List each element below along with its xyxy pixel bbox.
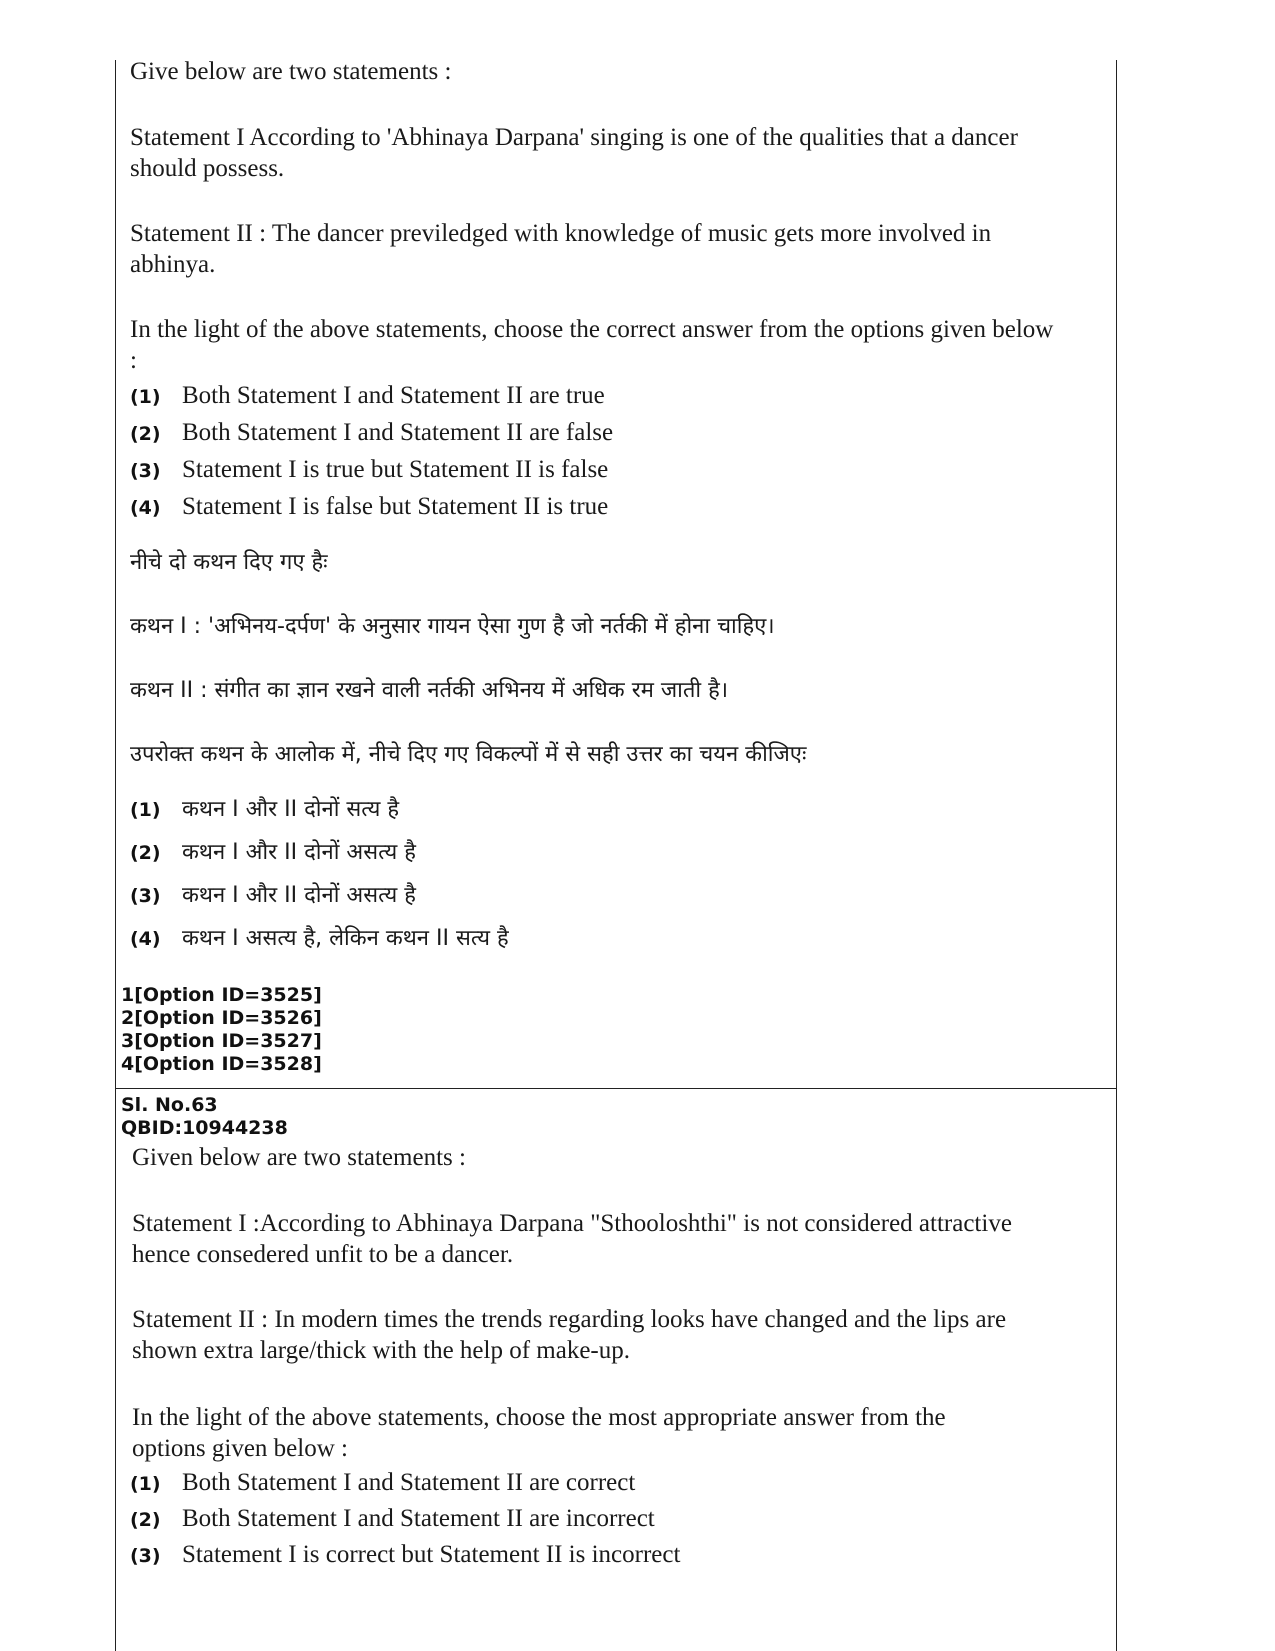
q62-option-hi-2 bbox=[130, 836, 416, 866]
q62-option-hi-2-text: कथन I और II दोनों असत्य है bbox=[182, 840, 416, 865]
q63-option-en-1-text: Both Statement I and Statement II are correct bbox=[182, 1469, 636, 1496]
q63-sl-no: Sl. No.63 bbox=[121, 1094, 218, 1116]
q63-option-en-2-text: Both Statement I and Statement II are incorrect bbox=[182, 1505, 655, 1532]
q63-option-en-3-num: (3) bbox=[130, 1545, 161, 1567]
q62-option-en-4-num: (4) bbox=[130, 497, 161, 519]
q63-statement1-en: Statement I :According to Abhinaya Darpana "Sthooloshthi" is not considered attractive hence consedered unfit to be a dancer. bbox=[132, 1210, 1012, 1268]
q62-option-en-1-text: Both Statement I and Statement II are true bbox=[182, 382, 605, 409]
q62-option-en-4-text: Statement I is false but Statement II is true bbox=[182, 493, 609, 520]
q62-option-hi-1-text: कथन I और II दोनों सत्य है bbox=[182, 797, 400, 822]
q62-option-hi-4-text: कथन I असत्य है, लेकिन कथन II सत्य है bbox=[182, 926, 509, 951]
q63-option-en-1 bbox=[130, 1469, 635, 1497]
q62-statement2-hi: कथन II : संगीत का ज्ञान रखने वाली नर्तकी अभिनय में अधिक रम जाती है। bbox=[130, 678, 729, 703]
q62-option-en-2-num: (2) bbox=[130, 423, 161, 445]
q62-intro-en: Give below are two statements : bbox=[130, 58, 452, 85]
q62-option-en-3-text: Statement I is true but Statement II is false bbox=[182, 456, 609, 483]
q62-option-en-2 bbox=[130, 419, 613, 447]
q62-instruction-en: In the light of the above statements, choose the correct answer from the options given below : bbox=[130, 316, 1054, 374]
q62-option-hi-1-num: (1) bbox=[130, 799, 161, 821]
q62-option-hi-1 bbox=[130, 793, 399, 823]
q62-option-en-2-text: Both Statement I and Statement II are false bbox=[182, 419, 614, 446]
q62-option-hi-2-num: (2) bbox=[130, 842, 161, 864]
q63-option-en-3 bbox=[130, 1541, 680, 1569]
q62-option-id-1: 1[Option ID=3525] bbox=[121, 984, 322, 1006]
q63-option-en-2 bbox=[130, 1505, 655, 1533]
q62-option-id-4: 4[Option ID=3528] bbox=[121, 1053, 322, 1075]
q62-instruction-hi: उपरोक्त कथन के आलोक में, नीचे दिए गए विकल्पों में से सही उत्तर का चयन कीजिएः bbox=[130, 742, 807, 767]
q62-option-hi-3-num: (3) bbox=[130, 885, 161, 907]
q62-option-en-4 bbox=[130, 493, 608, 521]
q62-statement2-en: Statement II : The dancer previledged with knowledge of music gets more involved in abhinya. bbox=[130, 220, 992, 278]
q62-option-en-3-num: (3) bbox=[130, 460, 161, 482]
q62-option-id-3: 3[Option ID=3527] bbox=[121, 1030, 322, 1052]
q63-intro-en: Given below are two statements : bbox=[132, 1144, 466, 1171]
q63-option-en-1-num: (1) bbox=[130, 1473, 161, 1495]
q63-statement2-en: Statement II : In modern times the trends regarding looks have changed and the lips are shown extra large/thick with the help of make-up. bbox=[132, 1306, 1007, 1364]
q63-qbid: QBID:10944238 bbox=[121, 1117, 288, 1139]
q62-statement1-hi: कथन I : 'अभिनय-दर्पण' के अनुसार गायन ऐसा गुण है जो नर्तकी में होना चाहिए। bbox=[130, 614, 775, 639]
q62-option-hi-3-text: कथन I और II दोनों असत्य है bbox=[182, 883, 416, 908]
q62-option-hi-4-num: (4) bbox=[130, 928, 161, 950]
q63-instruction-en: In the light of the above statements, choose the most appropriate answer from the options given below : bbox=[132, 1404, 946, 1462]
question-divider bbox=[115, 1088, 1117, 1089]
q62-intro-hi: नीचे दो कथन दिए गए हैः bbox=[130, 550, 328, 575]
q62-option-hi-3 bbox=[130, 879, 416, 909]
q62-option-en-1 bbox=[130, 382, 605, 410]
q62-option-id-2: 2[Option ID=3526] bbox=[121, 1007, 322, 1029]
q62-statement1-en: Statement I According to 'Abhinaya Darpana' singing is one of the qualities that a dancer should possess. bbox=[130, 124, 1018, 182]
q63-option-en-3-text: Statement I is correct but Statement II is incorrect bbox=[182, 1541, 681, 1568]
q62-option-hi-4 bbox=[130, 922, 509, 952]
q63-option-en-2-num: (2) bbox=[130, 1509, 161, 1531]
q62-option-en-3 bbox=[130, 456, 608, 484]
q62-option-en-1-num: (1) bbox=[130, 386, 161, 408]
